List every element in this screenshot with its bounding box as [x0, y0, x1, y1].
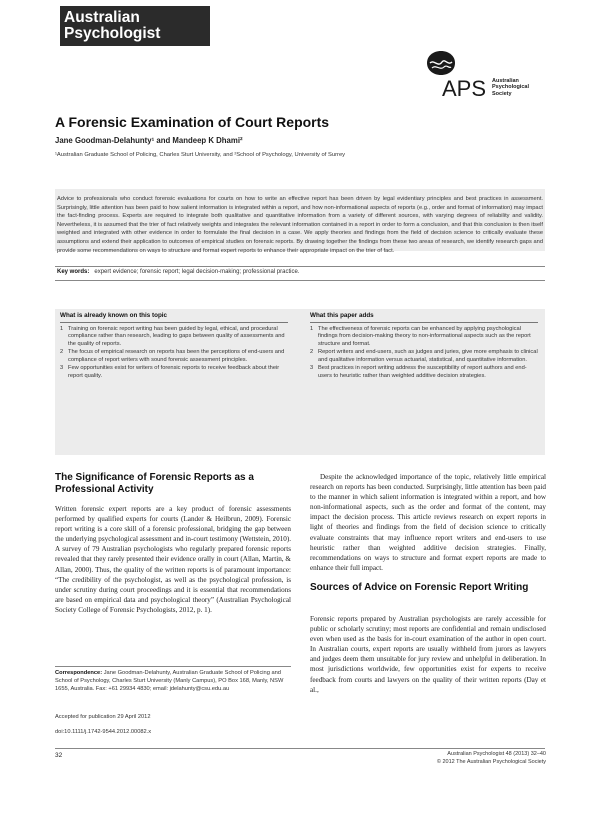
journal-citation: [400, 751, 546, 766]
doi: doi:10.1111/j.1742-9544.2012.00082.x: [55, 729, 152, 735]
correspondence-text: Jane Goodman-Delahunty, Australian Graduate School of Policing and School of Psychology, Charles Sturt University (Manly Campus), PO Box 168, Manly, NSW 1655, Australia. Fax: +61 29934 4830; email: jdelahunty@csu.edu.au: [55, 670, 284, 692]
aps-society-name: [492, 78, 552, 97]
journal-banner: [60, 6, 210, 46]
section-title: Sources of Advice on Forensic Report Writing: [310, 582, 529, 593]
keywords-label: Key words:: [57, 269, 90, 275]
footer-divider: [55, 748, 545, 749]
aps-name-line2: Psychological: [492, 84, 529, 91]
abstract: Advice to professionals who conduct forensic evaluations for courts on how to write an effective report has been driven by legal evidentiary principles and best practices in assessment. Surprisingly, little attention has been paid to how salient information is integrated within a report, and how non-informational aspects of reports (e.g., order and format of information) may impact the fact-finding process. Experts are required to integrate both qualitative and quantitative information from a variety of different sources, with varying degrees of reliability and validity. Nevertheless, it is assumed that the trier of fact relatively weights and integrates the relevant information contained in a report in order to form a conclusion, and that this conclusion is then itself weighted and integrated with other evidence in order to formulate the final decision in a case. We apply theories and findings from the field of decision science to critically evaluate these assumptions and extend their application to outcomes of empirical studies on forensic reports. By drawing together the findings from these two areas of research, we identify research gaps and provide some recommendations on ways to structure and format expert reports to enhance their appropriate impact on the trier of fact.: [57, 196, 543, 254]
known-list: [60, 326, 288, 381]
journal-name-line2: Psychologist: [64, 25, 161, 42]
keywords-divider-bottom: [55, 280, 545, 281]
list-item: 1 The effectiveness of forensic reports can be enhanced by applying psychological findings from decision-making theory to non-informational aspects such as the report structure and format.: [310, 325, 531, 347]
keywords: [57, 269, 299, 275]
adds-list: [310, 326, 538, 381]
paper-title: A Forensic Examination of Court Reports: [55, 114, 330, 130]
list-item: 3 Few opportunities exist for writers of forensic reports to receive feedback about their report quality.: [60, 365, 280, 379]
section-body: Written forensic expert reports are a key product of forensic assessments performed by qualified experts for courts (Lander & Heilbrun, 2009). Forensic report writing is a core skill of a forensic professional, bridging the gap between the underlying psychological assessment and in-court testimony (Wettstein, 2010). A survey of 79 Australian psychologists who regularly prepared forensic reports revealed that they rarely presented their evidence orally in court (Allan, Martin, & Allan, 2000). Thus, the quality of the written reports is of paramount importance: “The credibility of the psychologist, as well as the psychological profession, is under scrutiny during court proceedings and it is essential that recommendations are based on empirical data and psychological theory” (Australian Psychological Society College of Forensic Psychologists, 2012, p. 1).: [55, 505, 291, 614]
correspondence-label: Correspondence:: [55, 670, 103, 676]
keywords-divider: [55, 266, 545, 267]
adds-heading: What this paper adds: [310, 312, 374, 319]
journal-name-line1: Australian: [64, 9, 140, 26]
citation-line2: © 2012 The Australian Psychological Society: [436, 758, 546, 765]
keywords-text: expert evidence; forensic report; legal decision-making; professional practice.: [94, 269, 300, 275]
aps-name-line1: Australian: [492, 78, 519, 84]
aps-name-line3: Society: [492, 90, 512, 97]
adds-column: [310, 312, 538, 381]
aps-letters: APS: [442, 76, 487, 101]
authors: Jane Goodman-Delahunty¹ and Mandeep K Dhami²: [55, 136, 243, 145]
known-column: [60, 312, 288, 381]
affiliations: ¹Australian Graduate School of Policing, Charles Sturt University, and ²School of Psychology, University of Surrey: [55, 152, 346, 158]
aps-logo: [424, 50, 554, 112]
section-body: Forensic reports prepared by Australian psychologists are rarely accessible for public or scholarly scrutiny; most reports are confidential and remain undisclosed even when used as the basis for in-court examination of the author in open court. In Australian courts, expert reports are usually withheld from jurors as lawyers and judges deem them unsuitable for jury review and unhelpful in deliberation. In most jurisdictions worldwide, few opportunities exist for experts to receive feedback from courts and lawyers on the quality of their written reports (Day et al.,: [310, 615, 546, 694]
list-item: 2 Report writers and end-users, such as judges and juries, give more emphasis to clinical and qualitative information versus actuarial, statistical, and quantitative information.: [310, 349, 538, 363]
citation-line1: Australian Psychologist 48 (2013) 32–40: [447, 751, 546, 757]
known-heading-rule: [60, 322, 288, 323]
list-item: 3 Best practices in report writing address the susceptibility of report authors and end-users to heuristic rather than weighted additive decision strategies.: [310, 365, 527, 379]
accepted-date: Accepted for publication 29 April 2012: [55, 714, 151, 720]
list-item: 2 The focus of empirical research on reports has been the perceptions of end-users and compliance of report writers with sound forensic assessment principles.: [60, 349, 285, 363]
intro-body: Despite the acknowledged importance of the topic, relatively little empirical research on reports has been conducted. Surprisingly, little attention has been paid to the manner in which salient information is integrated within a report, and how non-informational aspects, such as the order and format of the content, may impact the decision process. This article reviews research on expert reports in light of theories and findings from the field of decision science to critically evaluate constraints that may influence report writers and end-users to use heuristic rather than weighted additive decision strategies. Finally, recommendations on ways to structure and format expert reports are made to enhance their full impact.: [310, 473, 546, 572]
correspondence: [55, 670, 291, 693]
known-heading: What is already known on this topic: [60, 312, 168, 319]
page-number: 32: [55, 752, 63, 759]
section-title: The Significance of Forensic Reports as a Professional Activity: [55, 472, 254, 495]
list-item: 1 Training on forensic report writing has been guided by legal, ethical, and procedural compliance rather than research, leading to gaps between quality of assessments and the quality of reports.: [60, 325, 285, 347]
adds-heading-rule: [310, 322, 538, 323]
aps-brain-icon: [426, 50, 456, 76]
correspondence-divider: [55, 666, 291, 667]
